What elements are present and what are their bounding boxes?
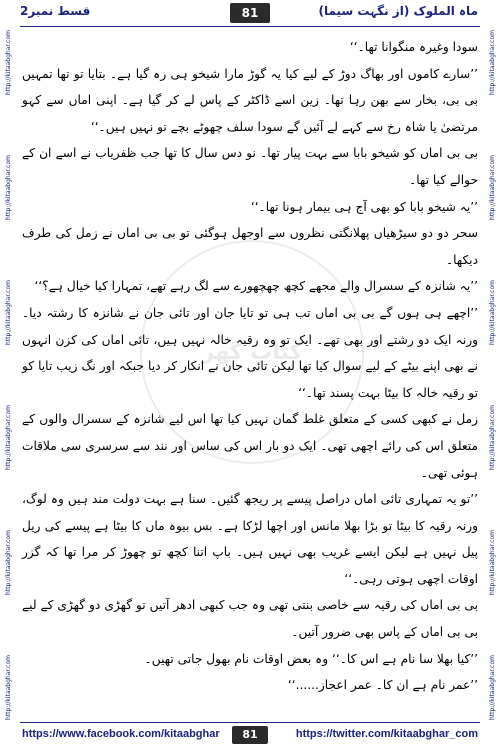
paragraph: بی بی اماں کی رقیہ سے خاصی بنتی تھی وہ جب کبھی ادھر آتیں تو گھڑی دو گھڑی کے لیے بی بی اماں کے پاس بھی ضرور آتیں۔ — [22, 598, 478, 640]
center-watermark-seal: کتاب گھر — [140, 240, 364, 464]
paragraph: ’’سارے کاموں اور بھاگ دوڑ کے لیے کیا یہ گوڑ مارا شیخو ہی رہ گیا ہے۔ بتایا تو تھا تمہیں بی بی، بخار سے بھن رہا تھا۔ زین اسے ڈاکٹر کے پاس لے کر گیا ہے۔ اپنی اماں سے کہو مرتضیٰ یا شاہ رخ سے کہے لے آئیں گے سودا سلف چھوٹے بچے تو نہیں ہیں۔‘‘ — [22, 66, 478, 134]
twitter-link[interactable]: https://twitter.com/kitaabghar_com — [295, 728, 478, 740]
episode-label: قسط نمبر2 — [20, 4, 91, 18]
facebook-link[interactable]: https://www.facebook.com/kitaabghar — [22, 728, 220, 740]
page-number-badge: 81 — [230, 3, 270, 23]
paragraph: ’’یہ شیخو بابا کو بھی آج ہی بیمار ہونا تھا۔‘‘ — [250, 199, 478, 214]
paragraph: ’’اچھے ہی ہوں گے بی بی اماں تب ہی تو تایا جان اور تائی جان نے شانزہ کا رشتہ دیا۔ ورنہ ایک دو رشتے اور بھی تھے۔ ایک تو وہ رقیہ خالہ نہیں ہیں، تائی اماں کی کزن انہوں نے بھی اپنے بیٹے کے لیے سوال کیا تھا لیکن تائی جان نے انکار کر دیا جبکہ اور نگ زیب تایا کو تو رقیہ خالہ کا بیٹا بہت پسند تھا۔‘‘ — [22, 305, 478, 400]
footer-page-number: 81 — [232, 726, 268, 744]
header-divider — [20, 26, 480, 27]
page-header — [0, 0, 500, 28]
paragraph: بی بی اماں کو شیخو بابا سے بہت پیار تھا۔ نو دس سال کا تھا جب ظفریاب نے اسے ان کے حوالے کیا تھا۔ — [22, 146, 478, 187]
paragraph: ’’عمر نام ہے ان کا۔ عمر اعجاز......‘‘ — [287, 678, 478, 693]
footer-divider — [20, 722, 480, 723]
paragraph: سودا وغیرہ منگوانا تھا۔‘‘ — [349, 40, 478, 54]
side-watermark-left: http://kitaabghar.com http://kitaabghar.com http://kitaabghar.com http://kitaabghar.com http://kitaabghar.com http://kitaabghar.com — [4, 30, 12, 720]
paragraph: ’’تو یہ تمہاری تائی اماں دراصل پیسے پر ریجھ گئیں۔ سنا ہے بہت دولت مند ہیں وہ لوگ، ورنہ رقیہ کا بیٹا تو بڑا بھلا مانس اور اچھا لڑکا ہے۔ بس بیوہ ماں کا بیٹا ہے پیسے کی ریل پیل نہیں ہے لیکن ایسے غریب بھی نہیں ہیں۔ باپ اتنا کچھ تو چھوڑ کر مرا تھا کہ گزر اوقات اچھی ہوتی رہی۔‘‘ — [22, 492, 478, 586]
magazine-title: ماہ الملوک (از نگہت سیما) — [318, 4, 478, 18]
paragraph: زمل نے کبھی کسی کے متعلق غلط گمان نہیں کیا تھا اس لیے شانزہ کے سسرال والوں کے متعلق اس کی رائے اچھی تھی۔ ایک دو بار اس کی ساس اور نند سے سرسری سی ملاقات ہوئی تھی۔ — [22, 412, 478, 480]
story-text — [22, 34, 478, 699]
side-watermark-right: http://kitaabghar.com http://kitaabghar.com http://kitaabghar.com http://kitaabghar.com http://kitaabghar.com http://kitaabghar.com — [488, 30, 496, 720]
paragraph: سحر دو دو سیڑھیاں پھلانگتی نظروں سے اوجھل ہوگئی تو بی بی اماں نے زمل کی طرف دیکھا۔ — [22, 226, 478, 267]
paragraph: ’’یہ شانزہ کے سسرال والے مجھے کچھ چھچھورے سے لگ رہے تھے، تمہارا کیا خیال ہے؟‘‘ — [34, 279, 478, 294]
paragraph: ’’کیا بھلا سا نام ہے اس کا۔‘‘ وہ بعض اوقات نام بھول جاتی تھیں۔ — [144, 651, 478, 666]
